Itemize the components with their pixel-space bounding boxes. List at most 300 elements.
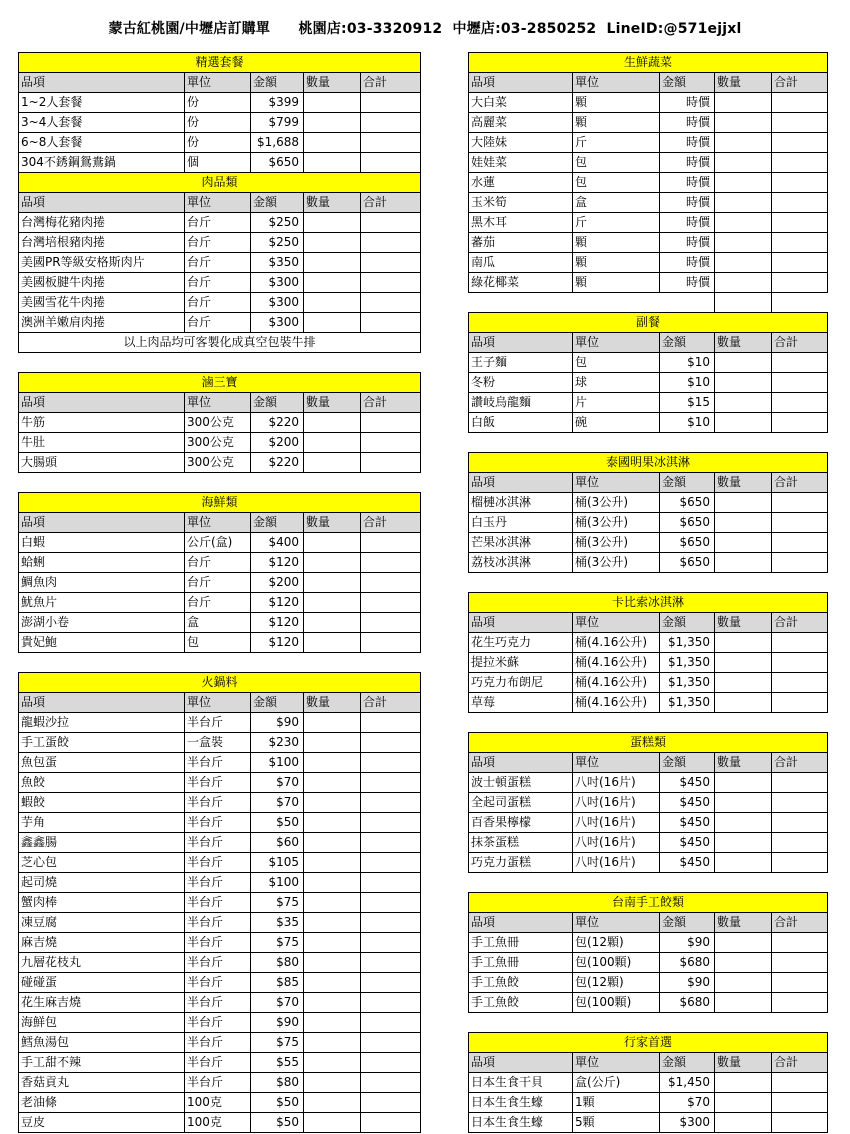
item-name: 黑木耳	[469, 213, 573, 233]
item-unit: 半台斤	[185, 1053, 251, 1073]
item-price: $50	[251, 1093, 304, 1113]
column-header-row	[469, 473, 828, 493]
subtotal-cell[interactable]	[772, 193, 828, 213]
item-row	[19, 993, 421, 1013]
quantity-cell[interactable]	[715, 813, 772, 833]
header-total: 合計	[772, 73, 828, 93]
quantity-cell[interactable]	[715, 853, 772, 873]
quantity-cell[interactable]	[304, 753, 361, 773]
item-price: $650	[660, 493, 715, 513]
page-title: 蒙古紅桃園/中壢店訂購單 桃園店:03-3320912 中壢店:03-2850252 LineID:@571ejjxl	[108, 21, 742, 37]
subtotal-cell[interactable]	[772, 353, 828, 373]
subtotal-cell[interactable]	[361, 213, 421, 233]
subtotal-cell[interactable]	[361, 573, 421, 593]
subtotal-cell[interactable]	[361, 1053, 421, 1073]
quantity-cell[interactable]	[304, 953, 361, 973]
item-row	[469, 193, 828, 213]
quantity-cell[interactable]	[715, 133, 772, 153]
header-price: 金額	[251, 693, 304, 713]
item-unit: 半台斤	[185, 973, 251, 993]
header-total: 合計	[772, 913, 828, 933]
subtotal-cell[interactable]	[772, 653, 828, 673]
category-title: 火鍋料	[19, 673, 421, 693]
item-row	[19, 253, 421, 273]
section-gap	[19, 653, 421, 673]
subtotal-cell[interactable]	[361, 413, 421, 433]
right-order-table	[468, 52, 828, 1133]
quantity-cell[interactable]	[304, 713, 361, 733]
item-name: 美國雪花牛肉捲	[19, 293, 185, 313]
subtotal-cell[interactable]	[772, 533, 828, 553]
header-qty: 數量	[715, 1053, 772, 1073]
item-name: 大白菜	[469, 93, 573, 113]
quantity-cell[interactable]	[304, 133, 361, 153]
empty-cell	[772, 293, 828, 313]
header-item: 品項	[19, 513, 185, 533]
item-price: $120	[251, 593, 304, 613]
quantity-cell[interactable]	[715, 1073, 772, 1093]
item-unit: 台斤	[185, 293, 251, 313]
subtotal-cell[interactable]	[772, 413, 828, 433]
quantity-cell[interactable]	[304, 893, 361, 913]
quantity-cell[interactable]	[304, 1073, 361, 1093]
item-row	[469, 973, 828, 993]
item-price: $75	[251, 1033, 304, 1053]
quantity-cell[interactable]	[304, 433, 361, 453]
quantity-cell[interactable]	[304, 933, 361, 953]
header-qty: 數量	[304, 193, 361, 213]
empty-row	[469, 293, 828, 313]
item-name: 鱈魚湯包	[19, 1033, 185, 1053]
quantity-cell[interactable]	[715, 213, 772, 233]
column-header-row	[19, 693, 421, 713]
item-price: $100	[251, 753, 304, 773]
subtotal-cell[interactable]	[361, 313, 421, 333]
subtotal-cell[interactable]	[361, 773, 421, 793]
item-unit: 半台斤	[185, 833, 251, 853]
item-price: $70	[251, 793, 304, 813]
category-row	[469, 453, 828, 473]
quantity-cell[interactable]	[304, 973, 361, 993]
subtotal-cell[interactable]	[772, 153, 828, 173]
subtotal-cell[interactable]	[361, 93, 421, 113]
quantity-cell[interactable]	[715, 113, 772, 133]
subtotal-cell[interactable]	[772, 773, 828, 793]
item-name: 凍豆腐	[19, 913, 185, 933]
subtotal-cell[interactable]	[361, 873, 421, 893]
quantity-cell[interactable]	[715, 293, 772, 313]
quantity-cell[interactable]	[715, 513, 772, 533]
subtotal-cell[interactable]	[772, 553, 828, 573]
quantity-cell[interactable]	[304, 253, 361, 273]
subtotal-cell[interactable]	[361, 153, 421, 173]
quantity-cell[interactable]	[304, 273, 361, 293]
subtotal-cell[interactable]	[772, 213, 828, 233]
item-unit: 盒	[185, 613, 251, 633]
item-name: 304不銹鋼鴛鴦鍋	[19, 153, 185, 173]
quantity-cell[interactable]	[715, 973, 772, 993]
item-row	[19, 1013, 421, 1033]
category-row	[469, 733, 828, 753]
item-row	[469, 213, 828, 233]
item-row	[469, 953, 828, 973]
subtotal-cell[interactable]	[361, 233, 421, 253]
subtotal-cell[interactable]	[361, 613, 421, 633]
item-row	[469, 393, 828, 413]
item-row	[469, 113, 828, 133]
item-row	[469, 993, 828, 1013]
quantity-cell[interactable]	[304, 633, 361, 653]
item-price: 時價	[660, 153, 715, 173]
subtotal-cell[interactable]	[772, 273, 828, 293]
quantity-cell[interactable]	[304, 1053, 361, 1073]
subtotal-cell[interactable]	[772, 513, 828, 533]
subtotal-cell[interactable]	[361, 273, 421, 293]
subtotal-cell[interactable]	[772, 233, 828, 253]
category-title: 海鮮類	[19, 493, 421, 513]
quantity-cell[interactable]	[715, 413, 772, 433]
item-name: 手工魚餃	[469, 973, 573, 993]
subtotal-cell[interactable]	[772, 253, 828, 273]
item-row	[469, 553, 828, 573]
left-order-table	[18, 52, 421, 1133]
item-price: $50	[251, 813, 304, 833]
item-name: 抹茶蛋糕	[469, 833, 573, 853]
item-row	[469, 253, 828, 273]
subtotal-cell[interactable]	[361, 1073, 421, 1093]
quantity-cell[interactable]	[715, 633, 772, 653]
header-unit: 單位	[573, 913, 660, 933]
item-unit: 半台斤	[185, 893, 251, 913]
quantity-cell[interactable]	[715, 373, 772, 393]
subtotal-cell[interactable]	[772, 833, 828, 853]
header-total: 合計	[772, 613, 828, 633]
item-unit: 半台斤	[185, 793, 251, 813]
item-price: $105	[251, 853, 304, 873]
subtotal-cell[interactable]	[361, 973, 421, 993]
item-name: 3~4人套餐	[19, 113, 185, 133]
quantity-cell[interactable]	[304, 873, 361, 893]
header-total: 合計	[361, 193, 421, 213]
item-name: 美國PR等級安格斯肉片	[19, 253, 185, 273]
item-name: 巧克力布朗尼	[469, 673, 573, 693]
subtotal-cell[interactable]	[361, 913, 421, 933]
item-row	[19, 753, 421, 773]
spacer	[469, 1013, 828, 1033]
quantity-cell[interactable]	[304, 233, 361, 253]
subtotal-cell[interactable]	[361, 533, 421, 553]
subtotal-cell[interactable]	[772, 633, 828, 653]
item-name: 麻吉燒	[19, 933, 185, 953]
subtotal-cell[interactable]	[361, 833, 421, 853]
item-price: $250	[251, 213, 304, 233]
subtotal-cell[interactable]	[361, 1093, 421, 1113]
item-price: 時價	[660, 193, 715, 213]
quantity-cell[interactable]	[715, 233, 772, 253]
subtotal-cell[interactable]	[772, 393, 828, 413]
item-name: 草莓	[469, 693, 573, 713]
item-row	[19, 813, 421, 833]
subtotal-cell[interactable]	[361, 1113, 421, 1133]
item-row	[19, 613, 421, 633]
quantity-cell[interactable]	[304, 573, 361, 593]
item-price: 時價	[660, 213, 715, 233]
item-unit: 桶(3公升)	[573, 553, 660, 573]
item-row	[469, 413, 828, 433]
quantity-cell[interactable]	[304, 293, 361, 313]
column-header-row	[469, 913, 828, 933]
subtotal-cell[interactable]	[772, 853, 828, 873]
header-qty: 數量	[304, 693, 361, 713]
quantity-cell[interactable]	[304, 313, 361, 333]
header-qty: 數量	[715, 473, 772, 493]
item-name: 綠花椰菜	[469, 273, 573, 293]
quantity-cell[interactable]	[715, 933, 772, 953]
item-unit: 包	[573, 153, 660, 173]
subtotal-cell[interactable]	[361, 813, 421, 833]
quantity-cell[interactable]	[304, 1093, 361, 1113]
item-name: 澳洲羊嫩肩肉捲	[19, 313, 185, 333]
quantity-cell[interactable]	[715, 1113, 772, 1133]
quantity-cell[interactable]	[304, 613, 361, 633]
subtotal-cell[interactable]	[361, 933, 421, 953]
item-row	[19, 413, 421, 433]
note-row	[19, 333, 421, 353]
column-header-row	[19, 193, 421, 213]
quantity-cell[interactable]	[715, 653, 772, 673]
quantity-cell[interactable]	[304, 793, 361, 813]
quantity-cell[interactable]	[715, 533, 772, 553]
subtotal-cell[interactable]	[772, 1113, 828, 1133]
quantity-cell[interactable]	[715, 833, 772, 853]
quantity-cell[interactable]	[715, 253, 772, 273]
quantity-cell[interactable]	[304, 153, 361, 173]
item-row	[469, 513, 828, 533]
subtotal-cell[interactable]	[361, 133, 421, 153]
item-price: $250	[251, 233, 304, 253]
subtotal-cell[interactable]	[361, 733, 421, 753]
item-unit: 包	[573, 173, 660, 193]
subtotal-cell[interactable]	[772, 1073, 828, 1093]
quantity-cell[interactable]	[715, 493, 772, 513]
quantity-cell[interactable]	[715, 153, 772, 173]
item-row	[19, 293, 421, 313]
quantity-cell[interactable]	[304, 1013, 361, 1033]
item-unit: 八吋(16片)	[573, 793, 660, 813]
header-total: 合計	[772, 1053, 828, 1073]
header-item: 品項	[19, 193, 185, 213]
quantity-cell[interactable]	[715, 993, 772, 1013]
empty-cell	[469, 293, 573, 313]
category-row	[469, 313, 828, 333]
subtotal-cell[interactable]	[361, 893, 421, 913]
item-unit: 顆	[573, 93, 660, 113]
subtotal-cell[interactable]	[361, 1013, 421, 1033]
subtotal-cell[interactable]	[361, 553, 421, 573]
item-unit: 半台斤	[185, 873, 251, 893]
item-unit: 顆	[573, 233, 660, 253]
item-row	[19, 793, 421, 813]
quantity-cell[interactable]	[715, 353, 772, 373]
quantity-cell[interactable]	[304, 1033, 361, 1053]
subtotal-cell[interactable]	[772, 493, 828, 513]
subtotal-cell[interactable]	[361, 1033, 421, 1053]
item-unit: 台斤	[185, 273, 251, 293]
item-row	[469, 1113, 828, 1133]
item-name: 蕃茄	[469, 233, 573, 253]
item-row	[19, 233, 421, 253]
item-row	[19, 633, 421, 653]
quantity-cell[interactable]	[304, 833, 361, 853]
subtotal-cell[interactable]	[772, 953, 828, 973]
quantity-cell[interactable]	[715, 693, 772, 713]
subtotal-cell[interactable]	[772, 673, 828, 693]
subtotal-cell[interactable]	[772, 933, 828, 953]
subtotal-cell[interactable]	[361, 753, 421, 773]
subtotal-cell[interactable]	[772, 93, 828, 113]
item-price: $10	[660, 373, 715, 393]
item-unit: 包(12顆)	[573, 933, 660, 953]
header-unit: 單位	[573, 613, 660, 633]
item-row	[469, 853, 828, 873]
subtotal-cell[interactable]	[361, 993, 421, 1013]
quantity-cell[interactable]	[715, 553, 772, 573]
item-price: $70	[251, 773, 304, 793]
item-row	[469, 173, 828, 193]
quantity-cell[interactable]	[304, 533, 361, 553]
section-gap	[469, 873, 828, 893]
category-row	[469, 1033, 828, 1053]
quantity-cell[interactable]	[715, 193, 772, 213]
item-unit: 半台斤	[185, 813, 251, 833]
item-unit: 300公克	[185, 413, 251, 433]
item-unit: 八吋(16片)	[573, 833, 660, 853]
item-name: 台灣梅花豬肉捲	[19, 213, 185, 233]
item-name: 冬粉	[469, 373, 573, 393]
quantity-cell[interactable]	[304, 813, 361, 833]
item-row	[469, 933, 828, 953]
subtotal-cell[interactable]	[772, 133, 828, 153]
item-row	[19, 853, 421, 873]
subtotal-cell[interactable]	[772, 173, 828, 193]
subtotal-cell[interactable]	[361, 433, 421, 453]
quantity-cell[interactable]	[715, 393, 772, 413]
quantity-cell[interactable]	[304, 413, 361, 433]
quantity-cell[interactable]	[715, 173, 772, 193]
item-unit: 包(12顆)	[573, 973, 660, 993]
quantity-cell[interactable]	[715, 793, 772, 813]
quantity-cell[interactable]	[304, 213, 361, 233]
quantity-cell[interactable]	[715, 273, 772, 293]
subtotal-cell[interactable]	[772, 693, 828, 713]
quantity-cell[interactable]	[304, 453, 361, 473]
item-unit: 半台斤	[185, 953, 251, 973]
subtotal-cell[interactable]	[361, 253, 421, 273]
header-qty: 數量	[304, 393, 361, 413]
item-row	[469, 633, 828, 653]
subtotal-cell[interactable]	[361, 713, 421, 733]
header-item: 品項	[19, 393, 185, 413]
item-unit: 半台斤	[185, 1013, 251, 1033]
subtotal-cell[interactable]	[772, 373, 828, 393]
item-row	[19, 133, 421, 153]
item-price: $230	[251, 733, 304, 753]
item-name: 起司燒	[19, 873, 185, 893]
subtotal-cell[interactable]	[772, 1093, 828, 1113]
quantity-cell[interactable]	[304, 113, 361, 133]
subtotal-cell[interactable]	[772, 993, 828, 1013]
quantity-cell[interactable]	[715, 1093, 772, 1113]
quantity-cell[interactable]	[304, 993, 361, 1013]
quantity-cell[interactable]	[715, 93, 772, 113]
quantity-cell[interactable]	[715, 953, 772, 973]
item-unit: 桶(4.16公升)	[573, 693, 660, 713]
item-price: $450	[660, 853, 715, 873]
quantity-cell[interactable]	[304, 93, 361, 113]
subtotal-cell[interactable]	[361, 293, 421, 313]
item-row	[469, 1073, 828, 1093]
item-row	[469, 233, 828, 253]
quantity-cell[interactable]	[715, 673, 772, 693]
subtotal-cell[interactable]	[361, 853, 421, 873]
subtotal-cell[interactable]	[772, 973, 828, 993]
item-name: 手工魚冊	[469, 933, 573, 953]
item-unit: 八吋(16片)	[573, 853, 660, 873]
quantity-cell[interactable]	[304, 593, 361, 613]
subtotal-cell[interactable]	[361, 113, 421, 133]
subtotal-cell[interactable]	[361, 793, 421, 813]
item-price: $35	[251, 913, 304, 933]
header-price: 金額	[251, 193, 304, 213]
subtotal-cell[interactable]	[772, 113, 828, 133]
item-name: 南瓜	[469, 253, 573, 273]
item-name: 王子麵	[469, 353, 573, 373]
item-name: 九層花枝丸	[19, 953, 185, 973]
column-header-row	[469, 613, 828, 633]
item-name: 巧克力蛋糕	[469, 853, 573, 873]
subtotal-cell[interactable]	[361, 453, 421, 473]
subtotal-cell[interactable]	[772, 813, 828, 833]
subtotal-cell[interactable]	[361, 593, 421, 613]
subtotal-cell[interactable]	[361, 633, 421, 653]
item-price: $650	[251, 153, 304, 173]
item-name: 全起司蛋糕	[469, 793, 573, 813]
quantity-cell[interactable]	[304, 1113, 361, 1133]
item-row	[469, 833, 828, 853]
item-price: $55	[251, 1053, 304, 1073]
quantity-cell[interactable]	[304, 773, 361, 793]
item-unit: 台斤	[185, 233, 251, 253]
quantity-cell[interactable]	[715, 773, 772, 793]
quantity-cell[interactable]	[304, 853, 361, 873]
header-total: 合計	[361, 73, 421, 93]
subtotal-cell[interactable]	[772, 793, 828, 813]
quantity-cell[interactable]	[304, 553, 361, 573]
item-name: 貴妃鮑	[19, 633, 185, 653]
item-name: 白蝦	[19, 533, 185, 553]
item-name: 娃娃菜	[469, 153, 573, 173]
subtotal-cell[interactable]	[361, 953, 421, 973]
header-unit: 單位	[185, 193, 251, 213]
item-row	[19, 733, 421, 753]
quantity-cell[interactable]	[304, 733, 361, 753]
item-row	[19, 913, 421, 933]
quantity-cell[interactable]	[304, 913, 361, 933]
header-item: 品項	[469, 613, 573, 633]
section-gap	[19, 353, 421, 373]
item-price: $400	[251, 533, 304, 553]
header-item: 品項	[19, 693, 185, 713]
